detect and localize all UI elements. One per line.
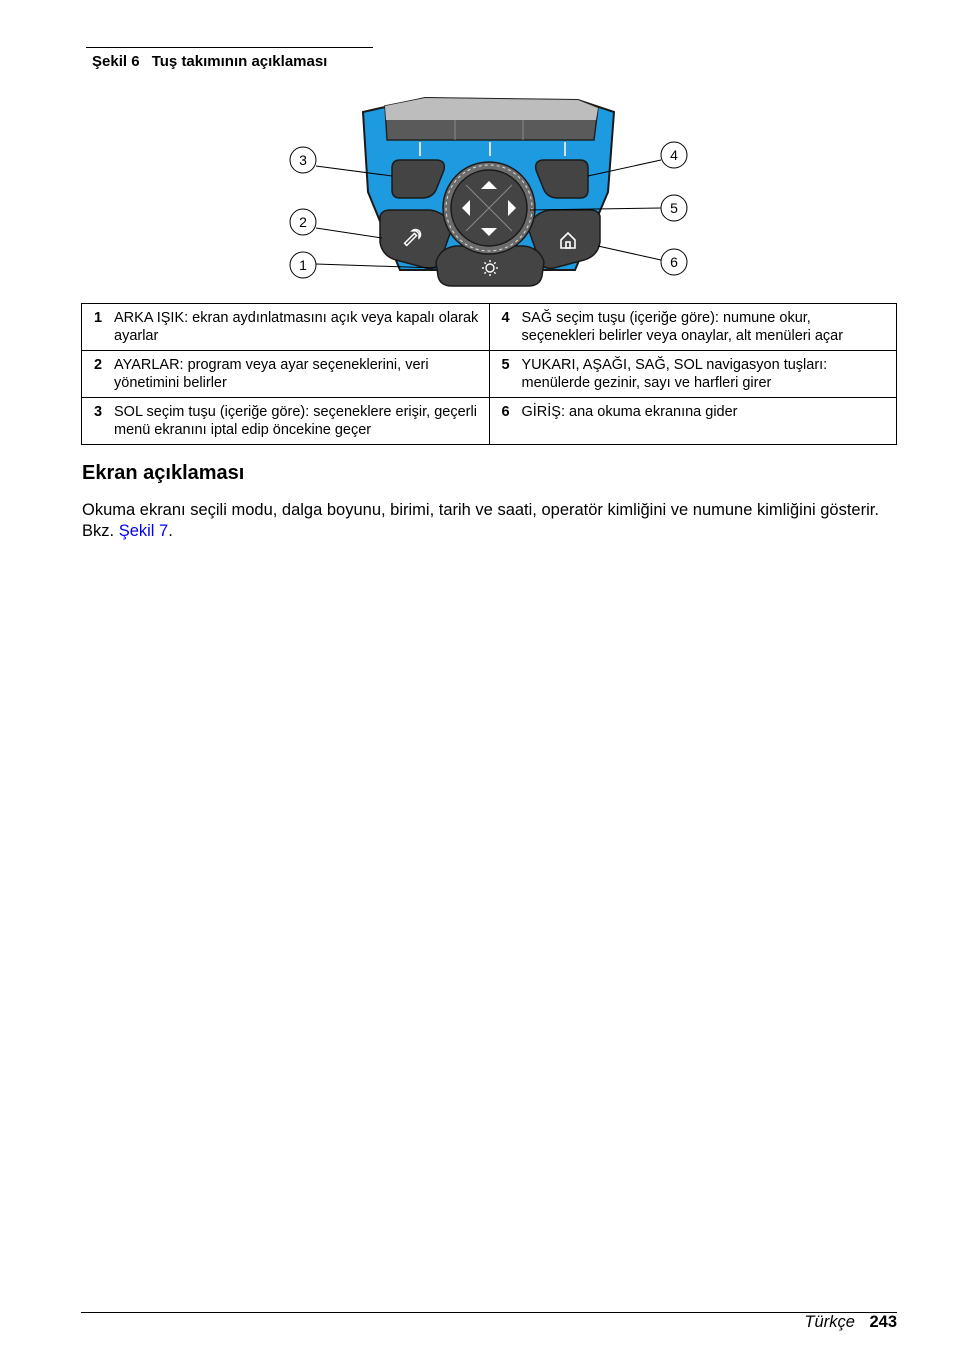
footer-rule <box>81 1312 897 1313</box>
callout-6 <box>661 249 687 275</box>
figure-caption-rule <box>86 47 373 48</box>
legend-cell <box>489 304 897 351</box>
legend-text: ARKA IŞIK: ekran aydınlatmasını açık veya kapalı olarak ayarlar <box>114 310 479 344</box>
body-text: Okuma ekranı seçili modu, dalga boyunu, birimi, tarih ve saati, operatör kimliğini ve numune kimliğini gösterir. Bkz. <box>82 501 879 540</box>
figure-caption <box>92 53 327 70</box>
footer-language: Türkçe <box>804 1313 855 1331</box>
legend-cell <box>489 351 897 398</box>
legend-number: 2 <box>93 357 103 373</box>
svg-text:4: 4 <box>670 147 678 163</box>
legend-cell <box>82 351 490 398</box>
table-row <box>82 351 897 398</box>
legend-cell <box>82 398 490 445</box>
footer <box>804 1313 897 1332</box>
figure-link[interactable]: Şekil 7 <box>118 522 169 540</box>
legend-text: AYARLAR: program veya ayar seçeneklerini, veri yönetimini belirler <box>114 357 429 391</box>
svg-text:1: 1 <box>299 257 307 273</box>
legend-number: 5 <box>501 357 510 373</box>
svg-text:5: 5 <box>670 200 678 216</box>
legend-text: GİRİŞ: ana okuma ekranına gider <box>521 404 738 420</box>
screen-highlight <box>385 98 598 120</box>
callout-2 <box>290 209 316 235</box>
callout-5 <box>661 195 687 221</box>
keypad-figure <box>200 92 780 292</box>
legend-text: SAĞ seçim tuşu (içeriğe göre): numune okur, seçenekleri belirler veya onaylar, alt menüleri açar <box>521 310 844 344</box>
legend-text: YUKARI, AŞAĞI, SAĞ, SOL navigasyon tuşları: menülerde gezinir, sayı ve harfleri girer <box>521 357 828 391</box>
section-body <box>82 500 897 542</box>
legend-text: SOL seçim tuşu (içeriğe göre): seçeneklere erişir, geçerli menü ekranını iptal edip öncekine geçer <box>114 404 477 438</box>
callout-1 <box>290 252 316 278</box>
legend-table <box>81 303 897 445</box>
body-text-end: . <box>168 522 173 540</box>
svg-text:3: 3 <box>299 152 307 168</box>
legend-cell <box>489 398 897 445</box>
legend-number: 4 <box>501 310 510 326</box>
svg-text:6: 6 <box>670 254 678 270</box>
legend-number: 3 <box>93 404 103 420</box>
callout-4 <box>661 142 687 168</box>
svg-text:2: 2 <box>299 214 307 230</box>
legend-number: 1 <box>93 310 103 326</box>
table-row <box>82 304 897 351</box>
legend-cell <box>82 304 490 351</box>
callout-3 <box>290 147 316 173</box>
figure-label: Şekil 6 <box>92 53 140 70</box>
page-number: 243 <box>869 1313 897 1331</box>
legend-number: 6 <box>501 404 510 420</box>
table-row <box>82 398 897 445</box>
section-title: Ekran açıklaması <box>82 462 245 484</box>
figure-title: Tuş takımının açıklaması <box>151 53 328 70</box>
